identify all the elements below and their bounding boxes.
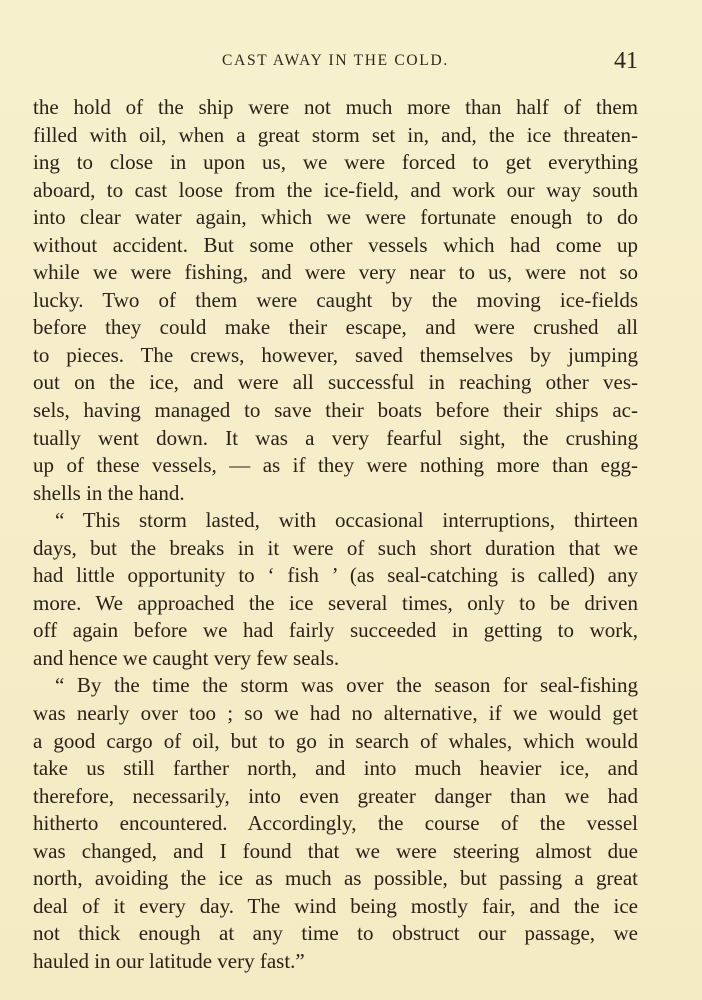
body-text bbox=[33, 94, 638, 976]
text-line: up of these vessels, — as if they were nothing more than egg- bbox=[33, 453, 638, 478]
running-head bbox=[33, 50, 638, 74]
text-line: before they could make their escape, and were crushed all bbox=[33, 315, 638, 340]
text-line: off again before we had fairly succeeded in getting to work, bbox=[33, 618, 638, 643]
text-line: without accident. But some other vessels which had come up bbox=[33, 232, 638, 257]
paragraph-start-line: “ This storm lasted, with occasional interruptions, thirteen bbox=[55, 508, 638, 533]
text-line: a good cargo of oil, but to go in search of whales, which would bbox=[33, 728, 638, 753]
text-line: aboard, to cast loose from the ice-field, and work our way south bbox=[33, 177, 638, 202]
text-line: into clear water again, which we were fortunate enough to do bbox=[33, 205, 638, 230]
text-line: tually went down. It was a very fearful sight, the crushing bbox=[33, 425, 638, 450]
paragraph-end-line: and hence we caught very few seals. bbox=[33, 645, 340, 670]
text-line: north, avoiding the ice as much as possible, but passing a great bbox=[33, 866, 638, 891]
text-line: deal of it every day. The wind being mostly fair, and the ice bbox=[33, 893, 638, 918]
text-line: out on the ice, and were all successful in reaching other ves- bbox=[33, 370, 638, 395]
text-line: while we were fishing, and were very near to us, were not so bbox=[33, 260, 638, 285]
paragraph-end-line: shells in the hand. bbox=[33, 480, 185, 505]
text-line: to pieces. The crews, however, saved themselves by jumping bbox=[33, 342, 638, 367]
text-line: not thick enough at any time to obstruct our passage, we bbox=[33, 921, 638, 946]
text-line: lucky. Two of them were caught by the moving ice-fields bbox=[33, 287, 638, 312]
text-line: was changed, and I found that we were steering almost due bbox=[33, 838, 638, 863]
text-line: the hold of the ship were not much more than half of them bbox=[33, 95, 638, 119]
paragraph-start-line: “ By the time the storm was over the season for seal-fishing bbox=[55, 673, 638, 698]
text-line: filled with oil, when a great storm set in, and, the ice threaten- bbox=[33, 122, 638, 147]
paragraph-end-line: hauled in our latitude very fast.” bbox=[33, 948, 305, 973]
text-line: hitherto encountered. Accordingly, the course of the vessel bbox=[33, 811, 638, 836]
running-title: CAST AWAY IN THE COLD. bbox=[222, 52, 449, 69]
text-line: ing to close in upon us, we were forced to get everything bbox=[33, 150, 638, 175]
text-line: had little opportunity to ‘ fish ’ (as seal-catching is called) any bbox=[33, 563, 638, 588]
text-line: days, but the breaks in it were of such short duration that we bbox=[33, 535, 638, 560]
text-line: more. We approached the ice several times, only to be driven bbox=[33, 590, 638, 615]
text-line: therefore, necessarily, into even greater danger than we had bbox=[33, 783, 638, 808]
page-number: 41 bbox=[614, 48, 638, 74]
text-line: was nearly over too ; so we had no alternative, if we would get bbox=[33, 701, 638, 726]
text-line: take us still farther north, and into much heavier ice, and bbox=[33, 756, 638, 781]
text-line: sels, having managed to save their boats before their ships ac- bbox=[33, 398, 638, 423]
